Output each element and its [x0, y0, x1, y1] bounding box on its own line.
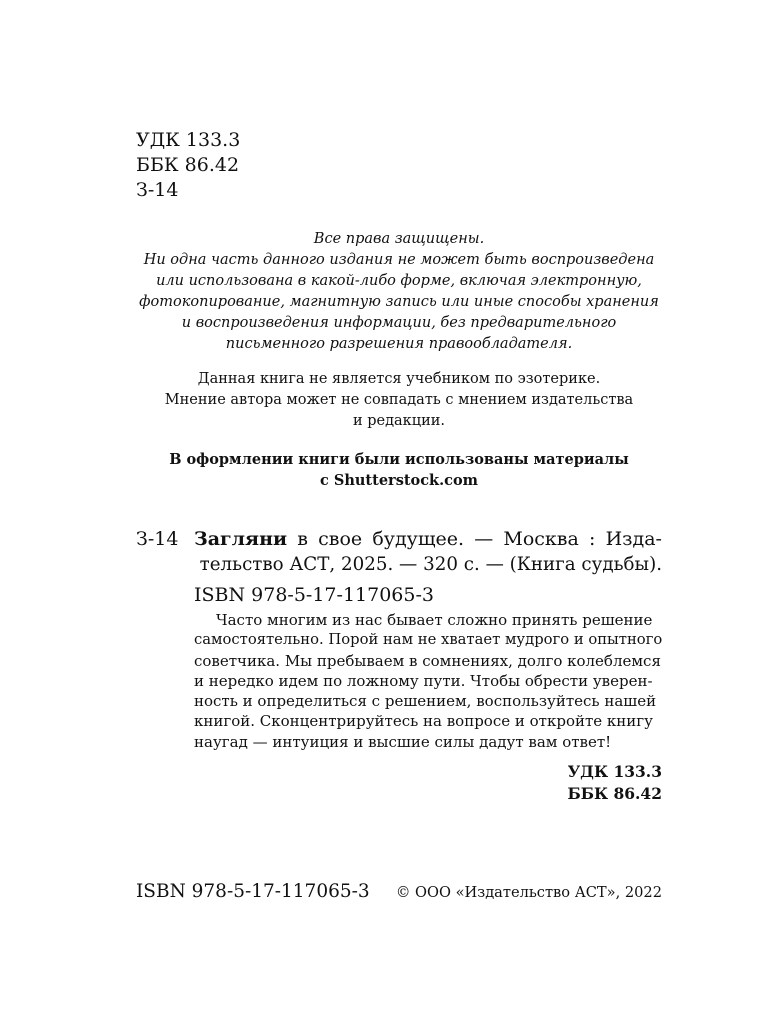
annotation-line: книгой. Сконцентрируйтесь на вопросе и откройте книгу: [194, 712, 653, 731]
rights-notice: [136, 229, 662, 355]
image-credits: [136, 449, 662, 491]
author-mark: З-14: [136, 179, 179, 201]
footer-isbn: ISBN 978-5-17-117065-3: [136, 881, 370, 902]
annotation-line: ность и определиться с решением, воспользуйтесь нашей: [194, 692, 657, 711]
bbk-code: ББК 86.42: [567, 784, 662, 803]
copyright-notice: © ООО «Издательство АСТ», 2022: [395, 884, 662, 901]
bbk-code: ББК 86.42: [136, 154, 240, 176]
biblio-word: Москва: [503, 528, 579, 550]
rights-line: и воспроизведения информации, без предварительного: [181, 315, 617, 331]
annotation: [194, 610, 662, 752]
disclaimer-line: Данная книга не является учебником по эзотерике.: [197, 371, 601, 387]
biblio-word: свое: [318, 528, 363, 550]
disclaimer: [136, 369, 662, 432]
biblio-word: :: [589, 528, 596, 550]
credits-line: В оформлении книги были использованы материалы: [169, 451, 629, 468]
annotation-line: и нередко идем по ложному пути. Чтобы обрести уверен-: [194, 671, 653, 690]
biblio-word: —: [474, 528, 494, 550]
entry-author-mark: З-14: [136, 528, 179, 550]
classification-codes: [567, 761, 662, 805]
rights-line: или использована в какой-либо форме, включая электронную,: [156, 273, 642, 289]
biblio-line-2: тельство АСТ, 2025. — 320 с. — (Книга судьбы).: [199, 554, 662, 575]
bibliographic-description: [194, 526, 662, 578]
annotation-line: советчика. Мы пребываем в сомнениях, долго колеблемся: [194, 651, 661, 670]
header-codes: [136, 128, 240, 203]
biblio-line-1: [194, 526, 662, 552]
entry-isbn: ISBN 978-5-17-117065-3: [194, 584, 434, 606]
udk-code: УДК 133.3: [567, 762, 662, 781]
udk-code: УДК 133.3: [136, 129, 241, 151]
biblio-word: Изда-: [605, 528, 662, 550]
biblio-word: будущее.: [372, 528, 465, 550]
disclaimer-line: и редакции.: [352, 413, 446, 429]
biblio-word: в: [297, 528, 308, 550]
rights-line: фотокопирование, магнитную запись или иные способы хранения: [139, 294, 659, 310]
rights-line: Все права защищены.: [313, 231, 485, 247]
disclaimer-line: Мнение автора может не совпадать с мнением издательства: [164, 392, 634, 408]
credits-line: с Shutterstock.com: [320, 472, 478, 489]
annotation-line: наугад — интуиция и высшие силы дадут вам ответ!: [194, 732, 612, 751]
book-title: Загляни: [194, 528, 288, 550]
annotation-line: Часто многим из нас бывает сложно принять решение: [216, 611, 653, 629]
rights-line: письменного разрешения правообладателя.: [225, 336, 573, 352]
annotation-line: самостоятельно. Порой нам не хватает мудрого и опытного: [194, 631, 663, 649]
rights-line: Ни одна часть данного издания не может быть воспроизведена: [143, 252, 655, 268]
footer: [136, 881, 662, 902]
